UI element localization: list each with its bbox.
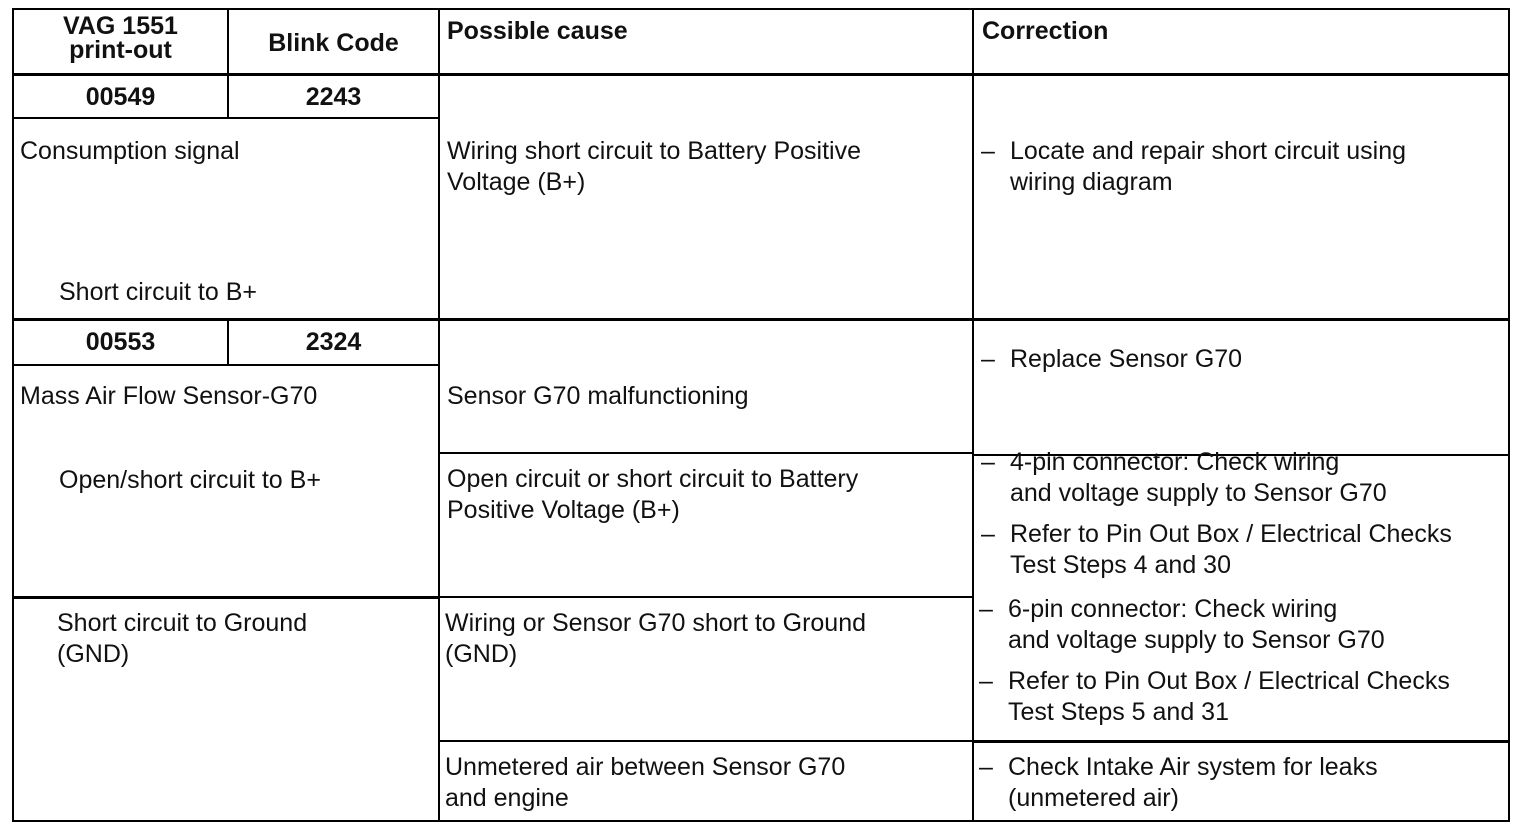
correction-dash: – — [981, 137, 995, 165]
correction-divider-2 — [972, 740, 1510, 743]
fault-short-to-ground — [57, 608, 307, 670]
cause-line: Wiring short circuit to Battery Positive — [447, 137, 862, 165]
fault-divider — [12, 596, 440, 599]
correction-dash: – — [981, 345, 995, 373]
cause-divider-2 — [438, 596, 974, 598]
code-row-divider-2 — [12, 364, 440, 366]
correction-line: Locate and repair short circuit using — [1010, 137, 1407, 165]
blink-code-2243: 2243 — [305, 83, 362, 111]
correction-column-border — [972, 8, 974, 822]
header-vag-print-out — [14, 14, 227, 62]
correction-locate-repair — [1010, 136, 1406, 198]
correction-line: Refer to Pin Out Box / Electrical Checks — [1008, 667, 1450, 695]
correction-6-pin-connector — [1008, 594, 1385, 656]
correction-line: wiring diagram — [1010, 168, 1173, 196]
correction-dash: – — [979, 667, 993, 695]
fault-code-00549: 00549 — [85, 83, 156, 111]
table-border-right — [1508, 8, 1510, 822]
cause-column-border — [438, 8, 440, 822]
component-consumption-signal: Consumption signal — [20, 137, 240, 165]
header-vag-line-2: print-out — [69, 36, 172, 64]
correction-line: Refer to Pin Out Box / Electrical Checks — [1010, 520, 1452, 548]
correction-line: 6-pin connector: Check wiring — [1008, 595, 1338, 623]
correction-dash: – — [981, 520, 995, 548]
correction-dash: – — [979, 753, 993, 781]
cause-line: (GND) — [445, 640, 518, 668]
correction-line: (unmetered air) — [1008, 784, 1179, 812]
correction-dash: – — [979, 595, 993, 623]
component-mass-air-flow-sensor: Mass Air Flow Sensor-G70 — [20, 382, 318, 410]
correction-pin-out-box-5-31 — [1008, 666, 1450, 728]
cause-unmetered-air — [445, 752, 845, 814]
fault-open-short-b-plus: Open/short circuit to B+ — [59, 466, 321, 494]
cause-line: Positive Voltage (B+) — [447, 496, 680, 524]
cause-line: and engine — [445, 784, 569, 812]
cause-line: Wiring or Sensor G70 short to Ground — [445, 609, 867, 637]
correction-4-pin-connector — [1010, 447, 1387, 509]
header-divider — [12, 73, 1510, 76]
correction-line: Test Steps 4 and 30 — [1010, 551, 1231, 579]
table-border-bottom — [12, 820, 1510, 822]
group-divider — [12, 318, 1510, 321]
correction-replace-sensor: Replace Sensor G70 — [1010, 345, 1243, 373]
fault-short-circuit-b-plus: Short circuit to B+ — [59, 278, 257, 306]
correction-line: and voltage supply to Sensor G70 — [1010, 479, 1387, 507]
header-blink-code: Blink Code — [268, 29, 399, 57]
code-row-divider-1 — [12, 117, 440, 119]
table-border-left — [12, 8, 14, 822]
correction-check-intake-air — [1008, 752, 1378, 814]
correction-pin-out-box-4-30 — [1010, 519, 1452, 581]
cause-wiring-short-b-plus — [447, 136, 861, 198]
correction-line: Test Steps 5 and 31 — [1008, 698, 1229, 726]
cause-divider-3 — [438, 740, 974, 742]
blink-code-2324: 2324 — [305, 328, 362, 356]
cause-sensor-malfunctioning: Sensor G70 malfunctioning — [447, 382, 749, 410]
cause-line: Voltage (B+) — [447, 168, 586, 196]
header-correction: Correction — [982, 17, 1109, 45]
cause-short-to-ground — [445, 608, 866, 670]
cause-open-or-short-b-plus — [447, 464, 858, 526]
header-possible-cause: Possible cause — [447, 17, 628, 45]
correction-line: Check Intake Air system for leaks — [1008, 753, 1378, 781]
correction-dash: – — [981, 448, 995, 476]
fault-line: Short circuit to Ground — [57, 609, 308, 637]
fault-code-00553: 00553 — [85, 328, 156, 356]
cause-divider-1 — [438, 452, 974, 454]
cause-line: Unmetered air between Sensor G70 — [445, 753, 846, 781]
correction-line: and voltage supply to Sensor G70 — [1008, 626, 1385, 654]
header-vag-line-1: VAG 1551 — [63, 12, 178, 40]
fault-line: (GND) — [57, 640, 130, 668]
correction-line: 4-pin connector: Check wiring — [1010, 448, 1340, 476]
cause-line: Open circuit or short circuit to Battery — [447, 465, 859, 493]
table-border-top — [12, 8, 1510, 10]
